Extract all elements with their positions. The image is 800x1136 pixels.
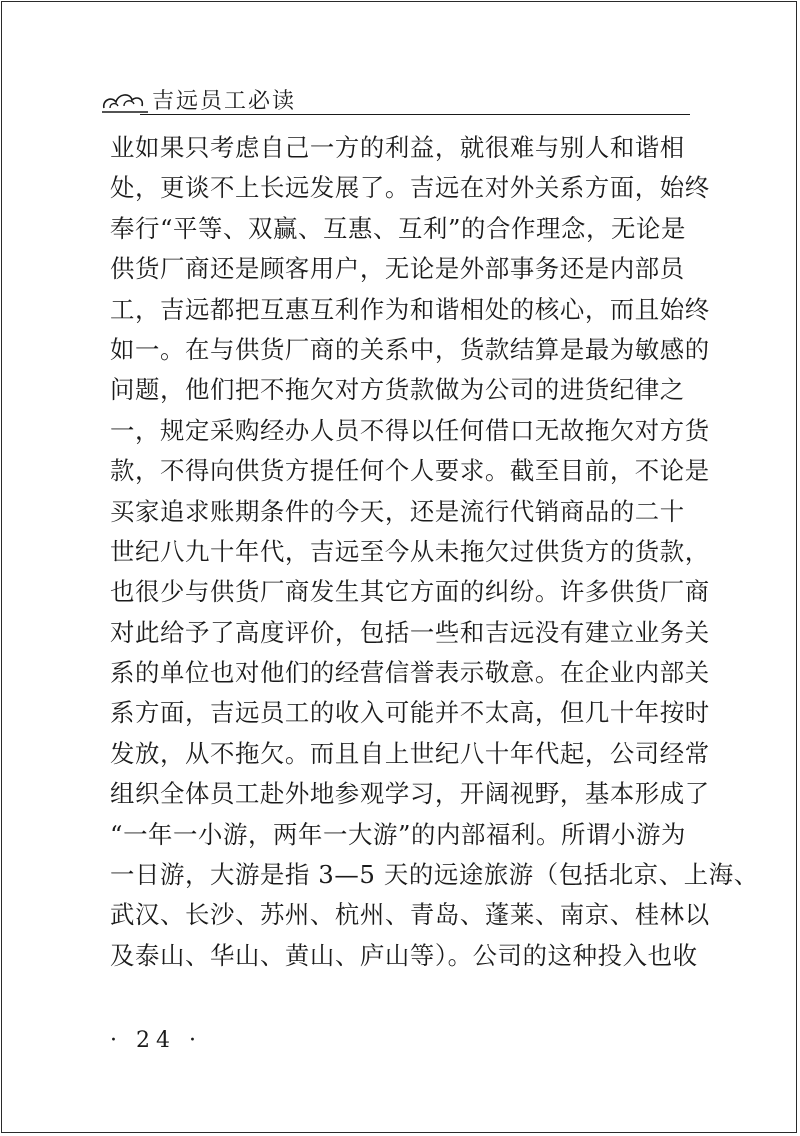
- text-line: 组织全体员工赴外地参观学习，开阔视野，基本形成了: [110, 779, 710, 809]
- cloud-ornament-icon: [100, 86, 150, 114]
- body-text: [110, 128, 759, 976]
- header-title: 吉远员工必读: [152, 89, 297, 114]
- text-line: 也很少与供货厂商发生其它方面的纠纷。许多供货厂商: [110, 577, 710, 607]
- text-line: 对此给予了高度评价，包括一些和吉远没有建立业务关: [110, 617, 710, 647]
- text-line: 工，吉远都把互惠互利作为和谐相处的核心，而且始终: [110, 294, 710, 324]
- text-line: 供货厂商还是顾客用户，无论是外部事务还是内部员: [110, 254, 685, 284]
- text-line: 系方面，吉远员工的收入可能并不太高，但几十年按时: [110, 698, 710, 728]
- text-line: 系的单位也对他们的经营信誉表示敬意。在企业内部关: [110, 658, 710, 688]
- text-line: 发放，从不拖欠。而且自上世纪八十年代起，公司经常: [110, 738, 710, 768]
- text-line: 买家追求账期条件的今天，还是流行代销商品的二十: [110, 496, 685, 526]
- text-line: 奉行“平等、双赢、互惠、互利”的合作理念，无论是: [110, 213, 686, 243]
- text-line: 处，更谈不上长远发展了。吉远在对外关系方面，始终: [110, 173, 710, 203]
- text-line: 问题，他们把不拖欠对方货款做为公司的进货纪律之: [110, 375, 685, 405]
- text-line: “一年一小游，两年一大游”的内部福利。所谓小游为: [110, 819, 686, 849]
- page-number: · 24 ·: [110, 1028, 202, 1053]
- text-line: 及泰山、华山、黄山、庐山等）。公司的这种投入也收: [110, 940, 698, 970]
- text-line: 如一。在与供货厂商的关系中，货款结算是最为敏感的: [110, 334, 710, 364]
- text-line: 武汉、长沙、苏州、杭州、青岛、蓬莱、南京、桂林以: [110, 900, 710, 930]
- running-header: [100, 78, 690, 118]
- text-line: 一日游，大游是指 3—5 天的远途旅游（包括北京、上海、: [110, 860, 759, 890]
- text-line: 业如果只考虑自己一方的利益，就很难与别人和谐相: [110, 133, 685, 162]
- text-line: 世纪八九十年代，吉远至今从未拖欠过供货方的货款，: [110, 536, 710, 566]
- header-rule: [140, 114, 690, 115]
- text-line: 款，不得向供货方提任何个人要求。截至目前，不论是: [110, 456, 710, 486]
- text-line: 一，规定采购经办人员不得以任何借口无故拖欠对方货: [110, 415, 710, 445]
